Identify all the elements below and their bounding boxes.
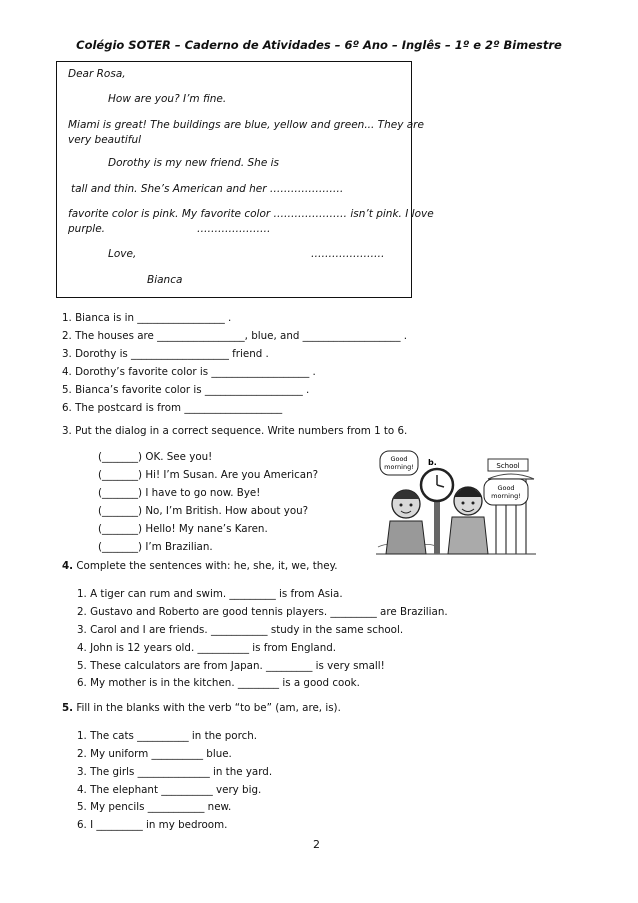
pronoun-item: 2. Gustavo and Roberto are good tennis players. _________ are Brazilian. [77,606,448,618]
dialog-item: (_______) OK. See you! [98,451,213,463]
letter-line: Miami is great! The buildings are blue, yellow and green... They are [68,119,424,131]
letter-blank: ………………… [311,248,385,260]
verb-item: 6. I _________ in my bedroom. [77,819,228,831]
letter-line: Dorothy is my new friend. She is [108,157,280,169]
letter-box [56,61,434,298]
dialog-item: (_______) I’m Brazilian. [98,541,213,553]
dialog-item: (_______) Hi! I’m Susan. Are you American? [98,469,319,481]
letter-line: very beautiful [68,134,142,146]
dialog-item: (_______) No, I’m British. How about you? [98,505,309,517]
section-5-title [62,702,341,714]
section-3-title: 3. Put the dialog in a correct sequence. Write numbers from 1 to 6. [62,425,408,437]
verb-item: 5. My pencils ___________ new. [77,801,232,813]
dialog-item: (_______) Hello! My nane’s Karen. [98,523,268,535]
pronoun-item: 4. John is 12 years old. __________ is from England. [77,642,337,654]
question-2: 2. The houses are _________________, blue, and ___________________ . [62,330,408,342]
question-5: 5. Bianca’s favorite color is ___________________ . [62,384,310,396]
question-4: 4. Dorothy’s favorite color is ___________________ . [62,366,316,378]
verb-item: 4. The elephant __________ very big. [77,784,262,796]
letter-closing: Love, [108,248,137,260]
question-3: 3. Dorothy is ___________________ friend . [62,348,269,360]
greeting-illustration [376,449,536,559]
letter-line: purple. [68,223,106,235]
section-5-text: Fill in the blanks with the verb “to be” (am, are, is). [73,702,341,714]
verb-item: 2. My uniform __________ blue. [77,748,232,760]
dialog-item: (_______) I have to go now. Bye! [98,487,261,499]
pronoun-item: 5. These calculators are from Japan. _________ is very small! [77,660,385,672]
section-4-title [62,560,338,572]
letter-blank: ………………… [197,223,271,235]
section-4-text: Complete the sentences with: he, she, it, we, they. [73,560,338,572]
pronoun-item: 1. A tiger can rum and swim. _________ is from Asia. [77,588,343,600]
letter-greeting: Dear Rosa, [68,68,126,80]
verb-item: 1. The cats __________ in the porch. [77,730,258,742]
question-6: 6. The postcard is from ___________________ [62,402,283,414]
question-1: 1. Bianca is in _________________ . [62,312,232,324]
speech-bubble-left: Good morning! [384,455,414,471]
letter-line: tall and thin. She’s American and her ………………… [71,183,344,195]
image-label: b. [428,458,437,467]
letter-line: How are you? I’m fine. [108,93,227,105]
section-4-number: 4. [62,560,74,572]
letter-signature: Bianca [147,274,183,286]
section-5-number: 5. [62,702,74,714]
school-sign: School [496,462,520,470]
letter-line: favorite color is pink. My favorite color ………………… isn’t pink. I love [68,208,434,220]
page-number: 2 [313,838,320,851]
verb-item: 3. The girls ______________ in the yard. [77,766,273,778]
speech-bubble-right: Good morning! [491,484,521,500]
page-header: Colégio SOTER – Caderno de Atividades – 6º Ano – Inglês – 1º e 2º Bimestre [76,38,562,52]
pronoun-item: 6. My mother is in the kitchen. ________ is a good cook. [77,677,360,689]
pronoun-item: 3. Carol and I are friends. ___________ study in the same school. [77,624,404,636]
